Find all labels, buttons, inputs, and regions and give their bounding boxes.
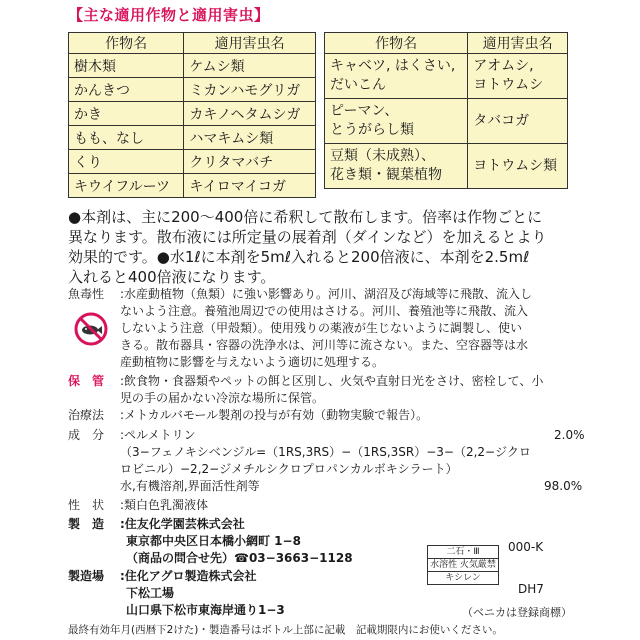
hazard-class-box: 二石・Ⅲ 水溶性 火気厳禁 キシレン <box>427 545 499 585</box>
no-fish-icon <box>74 312 108 346</box>
table-row <box>69 78 316 102</box>
treatment-label: 治療法 <box>68 408 105 422</box>
crop-cell: くり <box>69 150 184 174</box>
pest-cell: ハマキムシ類 <box>184 126 316 150</box>
crop-header: 作物名 <box>69 33 184 54</box>
table-row <box>69 174 316 198</box>
active-ingredient-percent: 2.0% <box>554 428 585 442</box>
pest-cell: クリタマバチ <box>184 150 316 174</box>
pest-cell: ヨトウムシ類 <box>468 144 568 189</box>
crop-table-right <box>324 32 568 189</box>
trademark-note: （ベニカは登録商標） <box>462 606 572 619</box>
crop-table-left <box>68 32 316 198</box>
table-row <box>69 102 316 126</box>
crop-cell: かんきつ <box>69 78 184 102</box>
pest-cell: アオムシ, ヨトウムシ <box>468 54 568 99</box>
factory-label: 製造場 <box>68 569 105 583</box>
pest-cell: ケムシ類 <box>184 54 316 78</box>
pest-cell: タバコガ <box>468 99 568 144</box>
lot-code-bottom: DH7 <box>518 582 544 596</box>
pest-cell: ミカンハモグリガ <box>184 78 316 102</box>
crop-cell: もも、なし <box>69 126 184 150</box>
crop-cell: ピーマン、 とうがらし類 <box>325 99 468 144</box>
table-row <box>69 54 316 78</box>
storage-label: 保 管 <box>68 374 105 388</box>
crop-cell: 樹木類 <box>69 54 184 78</box>
pest-header: 適用害虫名 <box>468 33 568 54</box>
footer-note: 最終有効年月(西暦下2けた)・製造番号はボトル上部に記載 記載期限内にお使いください。 <box>68 624 503 636</box>
table-row <box>325 99 568 144</box>
usage-instructions: ●本剤は、主に200～400倍に希釈して散布します。倍率は作物ごとに 異なります。散布液には所定量の展着剤（ダインなど）を加えるとより 効果的です。●水1ℓに本剤を5mℓ入れると200倍液に、本剤を2.5mℓ 入れると400倍液になります。 <box>68 208 547 286</box>
crop-header: 作物名 <box>325 33 468 54</box>
table-row <box>325 54 568 99</box>
section-heading: 【主な適用作物と適用害虫】 <box>68 6 270 24</box>
table-row <box>325 144 568 189</box>
crop-cell: キャベツ, はくさい, だいこん <box>325 54 468 99</box>
pest-cell: カキノヘタムシガ <box>184 102 316 126</box>
other-ingredients-percent: 98.0% <box>544 479 583 493</box>
lot-code-top: 000-K <box>508 540 544 554</box>
property-label: 性 状 <box>68 498 105 512</box>
fish-toxicity-label: 魚毒性 <box>68 287 105 301</box>
pest-cell: キイロマイコガ <box>184 174 316 198</box>
pest-header: 適用害虫名 <box>184 33 316 54</box>
crop-cell: キウイフルーツ <box>69 174 184 198</box>
crop-cell: かき <box>69 102 184 126</box>
manufacturer-label: 製 造 <box>68 517 105 531</box>
table-row <box>69 150 316 174</box>
crop-cell: 豆類（未成熟）、 花き類・観葉植物 <box>325 144 468 189</box>
table-row <box>69 126 316 150</box>
ingredients-label: 成 分 <box>68 428 105 442</box>
